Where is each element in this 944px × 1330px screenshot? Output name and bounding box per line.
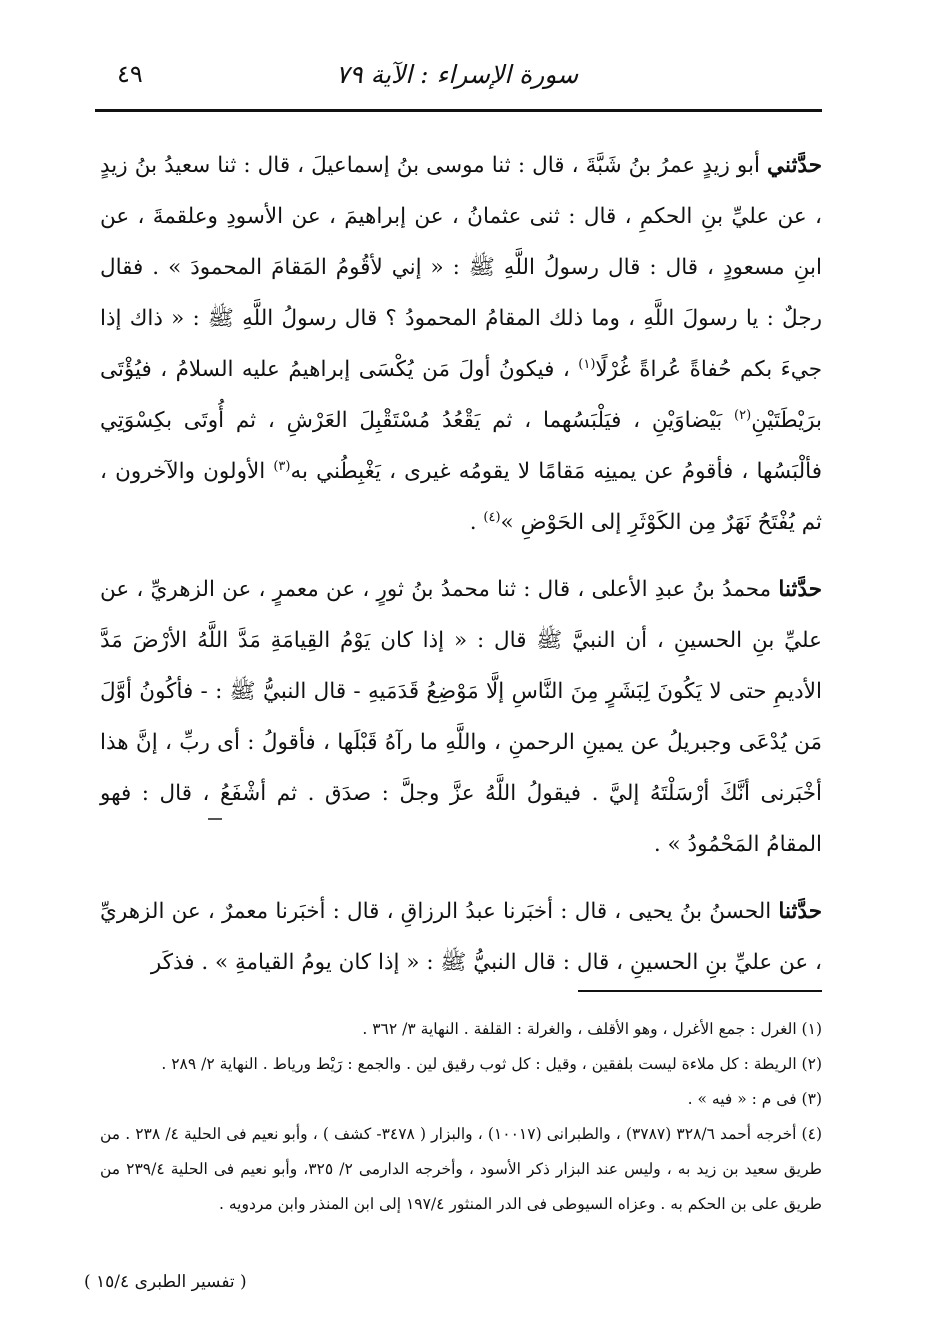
print-speck bbox=[208, 818, 222, 820]
footnote-1: (١) الغرل : جمع الأغرل ، وهو الأقلف ، والغرلة : القلفة . النهاية ٣/ ٣٦٢ . bbox=[362, 1020, 822, 1038]
page-header bbox=[95, 58, 819, 110]
paragraph-3 bbox=[100, 886, 822, 988]
paragraph-lead: حدَّثنا bbox=[778, 577, 822, 602]
running-title: سورة الإسراء : الآية ٧٩ bbox=[335, 60, 579, 89]
header-rule bbox=[95, 109, 822, 112]
paragraph-text: أبو زيدٍ عمرُ بنُ شَبَّةَ ، قال : ثنا موسى بنُ إسماعيلَ ، قال : ثنا سعيدُ بنُ زيدٍ ، عن عليِّ بنِ الحكمِ ، قال : ثنى عثمانُ ، عن إبراهيمَ ، عن الأسودِ وعلقمةَ ، عن ابنِ مسعودٍ ، قال : قال رسولُ اللَّهِ ﷺ : « إني لأقُومُ المَقامَ المحمودَ » . فقال رجلٌ : يا رسولَ اللَّهِ ، وما ذلك المقامُ المحمودُ ؟ قال رسولُ اللَّهِ ﷺ : « ذاك إذا جيءَ بكم حُفاةً عُراةً غُرْلًا bbox=[100, 153, 822, 382]
footnote-ref: (٢) bbox=[734, 407, 752, 423]
paragraph-lead: حدَّثني bbox=[767, 153, 822, 178]
page-number: ٤٩ bbox=[117, 60, 143, 88]
paragraph-text: بَيْضاوَيْنِ ، فيَلْبَسُهما ، ثم يَقْعُدُ مُسْتَقْبِلَ العَرْشِ ، ثم أُوتَى بكِسْوَتِي فألْبَسُها ، فأقومُ عن يمينِه مَقامًا لا يقومُه غيرى ، يَغْبِطُني به bbox=[100, 408, 822, 484]
paragraph-1 bbox=[100, 140, 822, 548]
footnote-ref: (١) bbox=[578, 356, 596, 372]
footnote-2: (٢) الريطة : كل ملاءة ليست بلفقين ، وقيل : كل ثوب رقيق لين . والجمع : رَيْط ورياط . النهاية ٢/ ٢٨٩ . bbox=[161, 1055, 822, 1073]
footnote-ref: (٤) bbox=[483, 509, 501, 525]
footnote-4: (٤) أخرجه أحمد ٣٢٨/٦ (٣٧٨٧) ، والطبرانى (١٠٠١٧) ، والبزار ( ٣٤٧٨- كشف ) ، وأبو نعيم فى الحلية ٤/ ٢٣٨ . من طريق سعيد بن زيد به ، وليس عند البزار ذكر الأسود ، وأخرجه الدارمى ٢/ ٣٢٥، وأبو نعيم فى الحلية ٢٣٩/٤ من طريق على بن الحكم به . وعزاه السيوطى فى الدر المنثور ١٩٧/٤ إلى ابن المنذر وابن مردويه . bbox=[100, 1125, 822, 1213]
paragraph-text: الحسنُ بنُ يحيى ، قال : أخبَرنا عبدُ الرزاقِ ، قال : أخبَرنا معمرٌ ، عن الزهريِّ ، عن عليِّ بنِ الحسينِ ، قال : قال النبيُّ ﷺ : « إذا كان يومُ القيامةِ » . فذكَر bbox=[100, 899, 822, 975]
paragraph-text: . bbox=[469, 510, 484, 535]
volume-signature: ( تفسير الطبرى ١٥/٤ ) bbox=[84, 1272, 247, 1292]
paragraph-text: ، فيكونُ أولَ مَن يُكْسَى إبراهيمُ عليه السلامُ ، فيُؤْتَى برَيْطَتَيْنِ bbox=[100, 357, 822, 433]
paragraph-lead: حدَّثنا bbox=[778, 899, 822, 924]
footnotes bbox=[100, 1012, 822, 1222]
paragraph-text: الأولون والآخرون ، ثم يُفْتَحُ نَهَرٌ مِن الكَوْثَرِ إلى الحَوْضِ » bbox=[100, 459, 822, 535]
footnote-3: (٣) فى م : « فيه » . bbox=[687, 1090, 822, 1108]
paragraph-text: محمدُ بنُ عبدِ الأعلى ، قال : ثنا محمدُ بنُ ثورٍ ، عن معمرٍ ، عن الزهريِّ ، عن عليِّ بنِ الحسينِ ، أن النبيَّ ﷺ قال : « إذا كان يَوْمُ القِيامَةِ مَدَّ اللَّهُ الأرْضَ مَدَّ الأديمِ حتى لا يَكُونَ لِبَشَرٍ مِنَ النَّاسِ إلَّا مَوْضِعُ قَدَمَيهِ - قال النبيُّ ﷺ : - فأكُونُ أوَّلَ مَن يُدْعَى وجبريلُ عن يمينِ الرحمنِ ، واللَّهِ ما رآهُ قَبْلَها ، فأقولُ : أى ربِّ ، إنَّ هذا أخْبَرنى أنَّكَ أرْسَلْتَهُ إليَّ . فيقولُ اللَّهُ عزَّ وجلَّ : صدَق . ثم أشْفَعُ ، قال : فهو المقامُ المَحْمُودُ » . bbox=[100, 577, 822, 857]
paragraph-2 bbox=[100, 564, 822, 870]
footnote-ref: (٣) bbox=[273, 458, 291, 474]
footnote-rule bbox=[578, 990, 822, 992]
main-text bbox=[100, 140, 822, 1004]
